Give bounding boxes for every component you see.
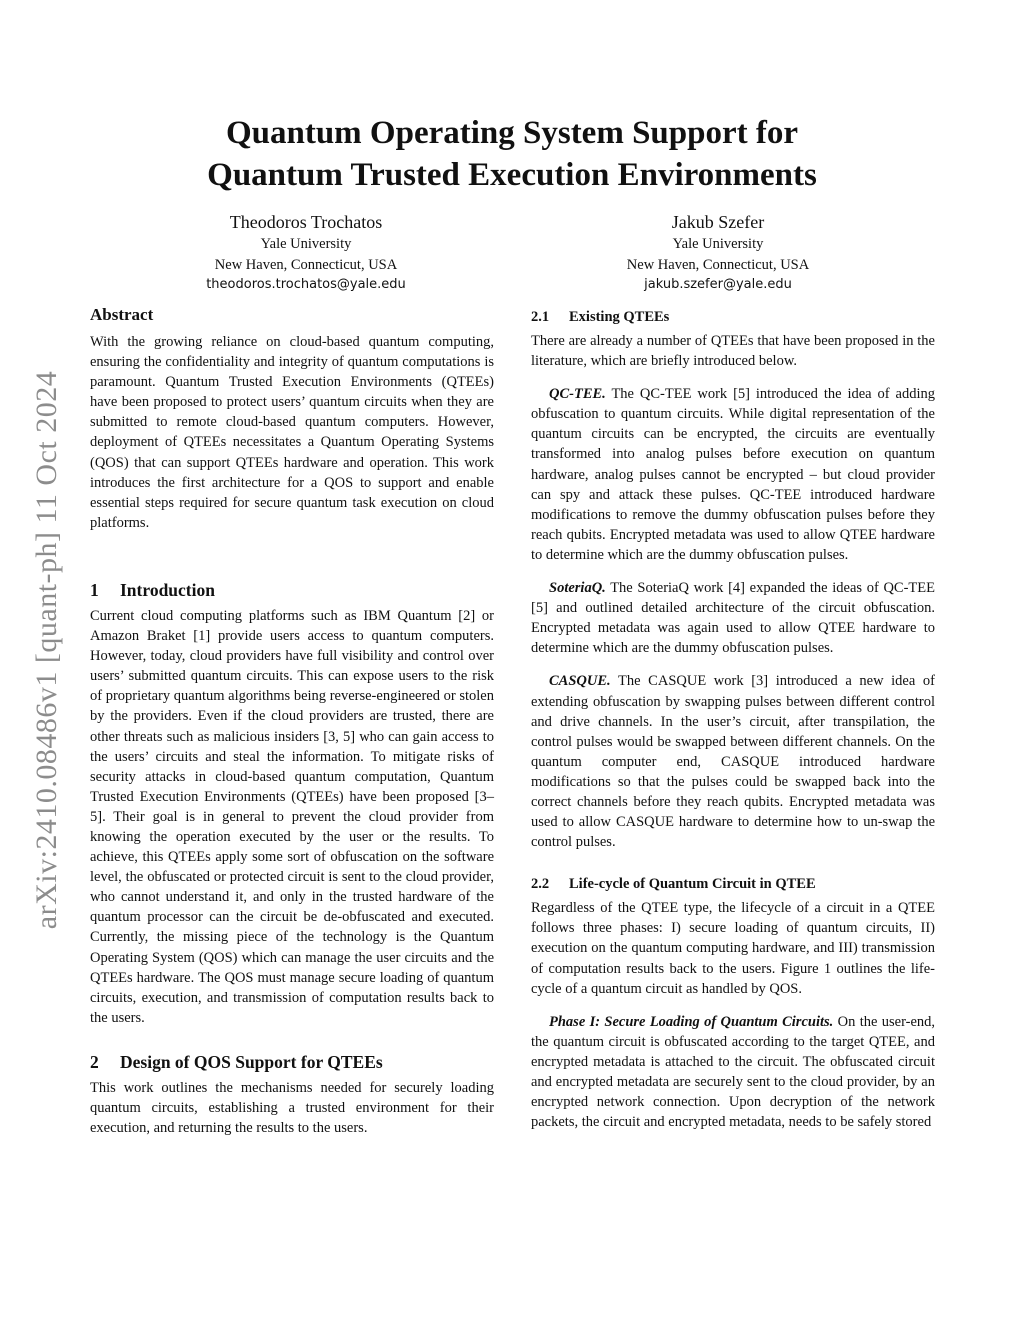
left-column	[90, 304, 494, 1138]
subsection-number: 2.2	[531, 876, 550, 893]
author-location: New Haven, Connecticut, USA	[214, 256, 398, 273]
title-line-2: Quantum Trusted Execution Environments	[207, 157, 817, 193]
phase-1-paragraph	[531, 1012, 935, 1133]
right-column	[531, 307, 935, 1132]
author-name: Jakub Szefer	[671, 212, 765, 232]
subsection-number: 2.1	[531, 309, 550, 325]
author-email: theodoros.trochatos@yale.edu	[206, 277, 406, 292]
author-affiliation: Yale University	[672, 236, 764, 252]
qtee-item-text: The SoteriaQ work [4] expanded the ideas of QC-TEE [5] and outlined detailed architecture of the circuit obfuscation. Encrypted metadata was again used to allow QTEE hardware to determine which are the dummy obfuscation pulses.	[531, 580, 935, 657]
section-heading-introduction	[90, 578, 494, 602]
section-title: Design of QOS Support for QTEEs	[120, 1051, 383, 1072]
title-line-1: Quantum Operating System Support for	[225, 115, 799, 151]
abstract-heading: Abstract	[90, 305, 154, 324]
subsection-heading-life-cycle	[531, 874, 935, 894]
design-text: This work outlines the mechanisms needed for securely loading quantum circuits, establishing a trusted environment for their execution, and returning the results to the users.	[90, 1079, 494, 1137]
subsection-title: Existing QTEEs	[569, 309, 670, 325]
qtee-item-name: QC-TEE.	[549, 386, 606, 403]
author-block-2	[558, 210, 878, 296]
phase-1-name: Phase I: Secure Loading of Quantum Circuits.	[549, 1013, 834, 1030]
author-affiliation: Yale University	[260, 236, 352, 252]
qtee-item-soteriaq	[531, 578, 935, 658]
section-title: Introduction	[120, 579, 215, 600]
author-location: New Haven, Connecticut, USA	[626, 256, 810, 273]
phase-1-text: On the user-end, the quantum circuit is obfuscated according to the target QTEE, and encrypted metadata is attached to the circuit. The obfuscated circuit and encrypted metadata are securely sent to the cloud provider, by an encrypted network connection. Upon decryption of the network packets, the circuit and encrypted metadata, needs to be safely stored	[531, 1013, 936, 1131]
section-heading-design	[90, 1050, 494, 1074]
section-number: 2	[90, 1051, 99, 1072]
abstract-text: With the growing reliance on cloud-based quantum computing, ensuring the confidentiality and integrity of quantum computations is paramount. Quantum Trusted Execution Environments (QTEEs) have been proposed to protect users’ quantum circuits when they are submitted to remote cloud-based quantum computers. However, deployment of QTEEs necessitates a Quantum Operating Systems (QOS) that can support QTEEs hardware and operation. This work introduces the first architecture for a QOS to support and enable essential steps required for secure quantum task execution on cloud platforms.	[90, 334, 494, 531]
life-cycle-intro: Regardless of the QTEE type, the lifecycle of a circuit in a QTEE follows three phases: I) secure loading of quantum circuits, II) execution on the quantum computing hardware, and III) transmission of computation results back to the users. Figure 1 outlines the life-cycle of a quantum circuit as handled by QOS.	[531, 900, 935, 997]
author-name: Theodoros Trochatos	[229, 212, 383, 232]
qtee-item-text: The QC-TEE work [5] introduced the idea of adding obfuscation to quantum circuits. While digital representation of the quantum circuits can be encrypted, the circuits are eventually transformed into analog pulses before execution on quantum hardware, analog pulses cannot be encrypted – but cloud provider can spy and attack these pulses. QC-TEE introduced hardware modifications to remove the dummy obfuscation pulses before they reach qubits. Encrypted metadata was used to allow QTEE hardware to determine which are the dummy obfuscation pulses.	[531, 386, 935, 563]
subsection-heading-existing-qtees	[531, 307, 935, 327]
qtee-item-qc-tee	[531, 384, 935, 565]
introduction-text: Current cloud computing platforms such as IBM Quantum [2] or Amazon Braket [1] provide users access to quantum computers. However, today, cloud providers have full visibility and control over users’ submitted quantum circuits. This can expose users to the risk of proprietary quantum algorithms being reverse-engineered or stolen by the providers. Even if the cloud providers are trusted, there are other threats such as malicious insiders [3, 5] who can gain access to the users’ circuits and steal the information. To mitigate risks of security attacks in cloud-based quantum computation, Quantum Trusted Execution Environments (QTEEs) have been proposed [3–5]. Their goal is in general to prevent the cloud provider from knowing the operation executed by the user or the results. To achieve, this QTEEs apply some sort of obfuscation on the software level, the obfuscated or protected circuit is sent to the cloud provider, who cannot understand it, and only in the trusted hardware of the quantum processor can the circuit be de-obfuscated and executed. Currently, the missing piece of the technology is the Quantum Operating System (QOS) which can manage the user circuits and the QTEEs hardware. The QOS must manage secure loading of quantum circuits, execution, and transmission of computation results back to the users.	[90, 607, 494, 1026]
paper-title	[0, 112, 1024, 196]
arxiv-stamp-text: arXiv:2410.08486v1 [quant-ph] 11 Oct 2024	[30, 370, 63, 930]
existing-qtees-intro: There are already a number of QTEEs that have been proposed in the literature, which are briefly introduced below.	[531, 333, 935, 370]
arxiv-stamp	[30, 370, 63, 930]
qtee-item-text: The CASQUE work [3] introduced a new idea of extending obfuscation by swapping pulses between different control and drive channels. In the user’s circuit, after transpilation, the control pulses would be swapped between different channels. On the quantum computer end, CASQUE introduced hardware modifications so that the pulses could be swapped back into the correct channels before they reach qubits. Encrypted metadata was used to allow CASQUE hardware to determine how to un-swap the control pulses.	[531, 673, 935, 851]
qtee-item-casque	[531, 671, 935, 852]
subsection-title: Life-cycle of Quantum Circuit in QTEE	[569, 876, 816, 893]
author-email: jakub.szefer@yale.edu	[644, 277, 792, 292]
author-block-1	[146, 210, 466, 296]
qtee-item-name: CASQUE.	[549, 673, 611, 690]
section-number: 1	[90, 579, 99, 600]
qtee-item-name: SoteriaQ.	[549, 580, 606, 597]
